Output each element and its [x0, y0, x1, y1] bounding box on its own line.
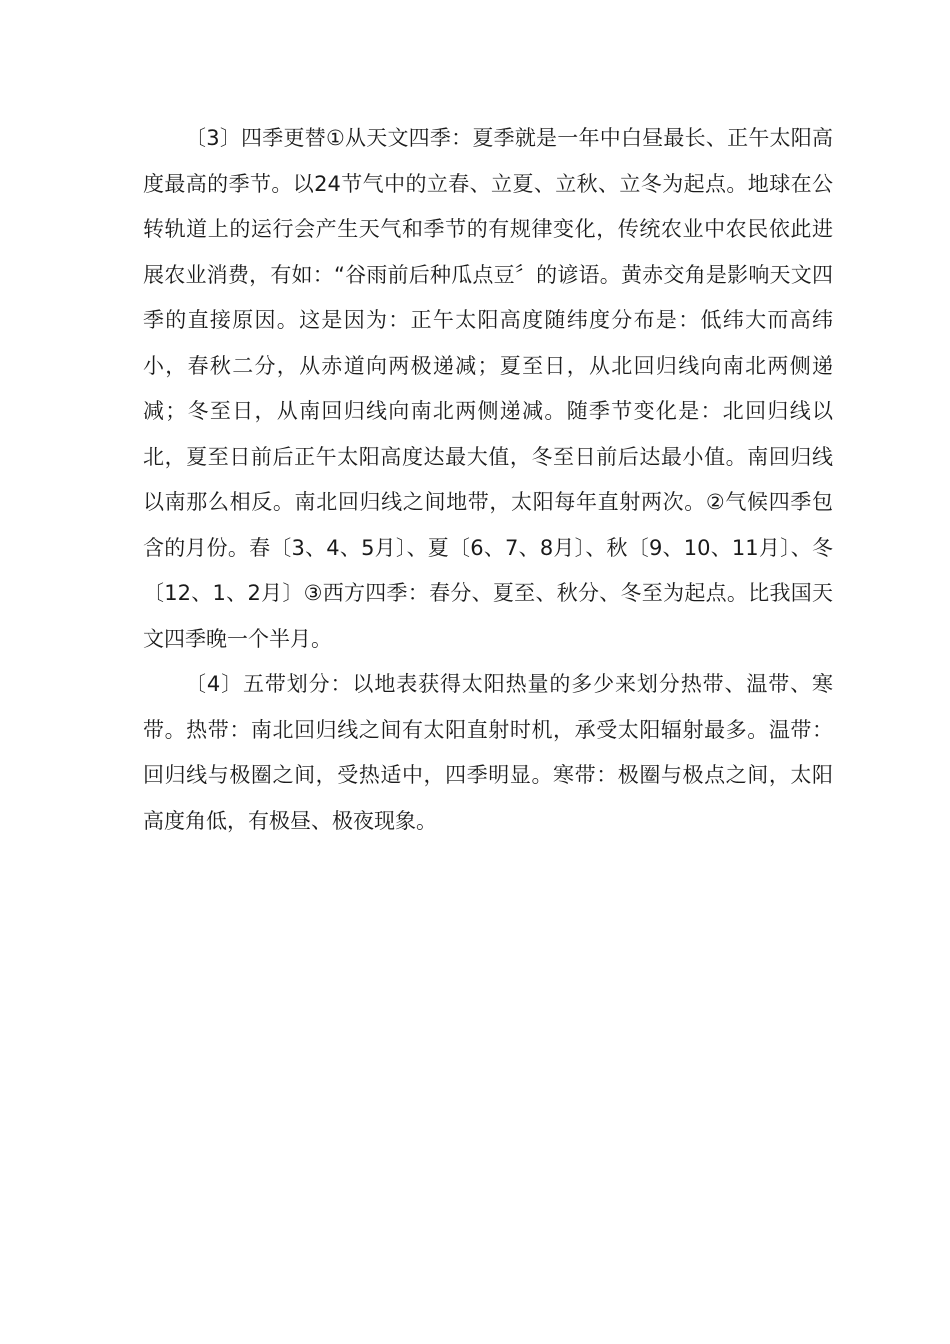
- paragraph-four-seasons: 〔3〕四季更替①从天文四季：夏季就是一年中白昼最长、正午太阳高度最高的季节。以24节气中的立春、立夏、立秋、立冬为起点。地球在公转轨道上的运行会产生天气和季节的有规律变化，传统农业中农民依此进展农业消费，有如：“谷雨前后种瓜点豆〞的谚语。黄赤交角是影响天文四季的直接原因。这是因为：正午太阳高度随纬度分布是：低纬大而高纬小，春秋二分，从赤道向两极递减；夏至日，从北回归线向南北两侧递减；冬至日，从南回归线向南北两侧递减。随季节变化是：北回归线以北，夏至日前后正午太阳高度达最大值，冬至日前后达最小值。南回归线以南那么相反。南北回归线之间地带，太阳每年直射两次。②气候四季包含的月份。春〔3、4、5月〕、夏〔6、7、8月〕、秋〔9、10、11月〕、冬〔12、1、2月〕③西方四季：春分、夏至、秋分、冬至为起点。比我国天文四季晚一个半月。: [143, 126, 833, 651]
- paragraph-five-zones: 〔4〕五带划分：以地表获得太阳热量的多少来划分热带、温带、寒带。热带：南北回归线之间有太阳直射时机，承受太阳辐射最多。温带：回归线与极圈之间，受热适中，四季明显。寒带：极圈与极点之间，太阳高度角低，有极昼、极夜现象。: [143, 672, 833, 833]
- document-body: [143, 116, 833, 844]
